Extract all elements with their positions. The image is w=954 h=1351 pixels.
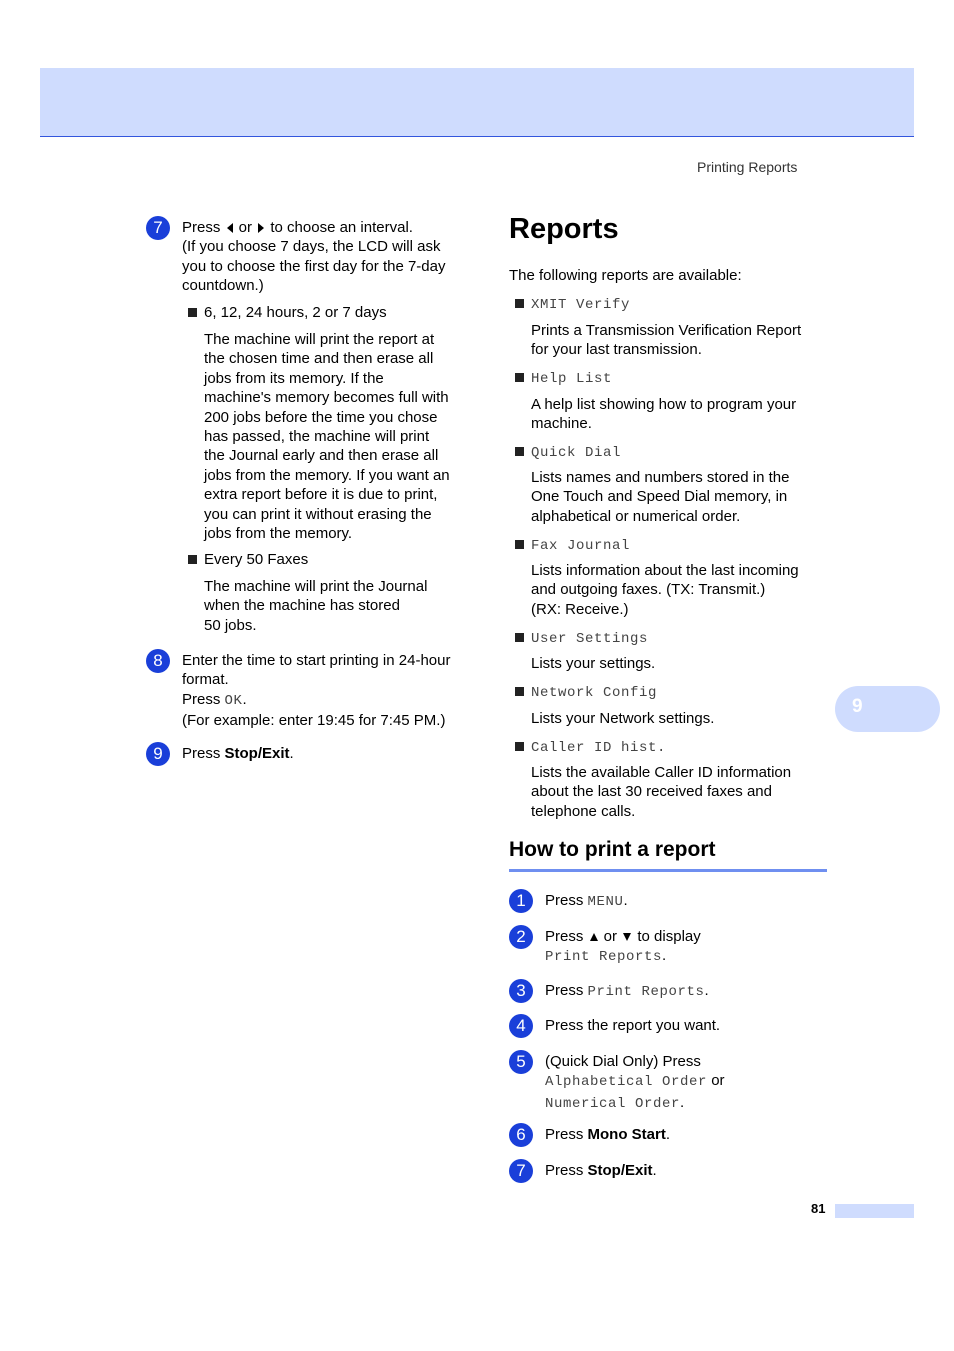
option-every-50-desc [204, 577, 474, 635]
bullet-square-icon [515, 742, 524, 751]
left-arrow-icon [227, 223, 233, 233]
report-name: Caller ID hist. [531, 740, 667, 756]
step-number-4: 4 [509, 1014, 533, 1038]
print-step-4 [516, 1016, 721, 1035]
print-step-2 [516, 927, 701, 968]
report-name: Network Config [531, 685, 658, 701]
press-text: Press [545, 982, 588, 999]
desc-line: The machine will print the Journal [204, 578, 428, 595]
press-text: Press [545, 928, 588, 945]
step-number-5: 5 [509, 1050, 533, 1074]
step-8 [153, 651, 472, 731]
report-item [531, 442, 621, 463]
right-arrow-icon [258, 223, 264, 233]
alphabetical-order-option: Alphabetical Order [545, 1074, 708, 1091]
desc-line: alphabetical or numerical order. [531, 507, 741, 525]
desc-line: Lists the available Caller ID information [531, 764, 792, 781]
period: . [662, 947, 667, 965]
print-step-7 [516, 1161, 657, 1180]
step-9 [153, 744, 472, 763]
report-item [531, 628, 648, 649]
print-reports-label: Print Reports [545, 949, 663, 966]
step7-press: Press [182, 219, 225, 236]
bullet-square-icon [515, 687, 524, 696]
report-item [531, 535, 630, 556]
desc-line: Lists your Network settings. [531, 710, 715, 727]
step7-line3: you to choose the first day for the 7-day [182, 257, 446, 275]
step-number-9: 9 [146, 742, 170, 766]
desc-line: Lists names and numbers stored in the [531, 469, 790, 486]
ok-key: OK [224, 692, 243, 709]
stop-exit-key: Stop/Exit [224, 745, 290, 762]
up-arrow-icon [590, 933, 598, 941]
desc-line: A help list showing how to program your [531, 396, 797, 413]
step-number-2: 2 [509, 925, 533, 949]
desc-line: jobs from its memory. If the [204, 369, 384, 387]
desc-line: for your last transmission. [531, 341, 702, 359]
section-rule [509, 869, 827, 872]
bullet-square-icon [515, 299, 524, 308]
report-desc [531, 468, 789, 526]
desc-line: machine. [531, 415, 592, 433]
section-heading: How to print a report [509, 838, 716, 861]
step-number-6: 6 [509, 1123, 533, 1147]
bullet-square-icon [515, 373, 524, 382]
step8-line1: Enter the time to start printing in 24-hour [182, 652, 451, 669]
numerical-order-option: Numerical Order [545, 1095, 681, 1112]
report-desc [531, 321, 801, 360]
report-name: Fax Journal [531, 538, 631, 554]
desc-line: extra report before it is due to print, [204, 486, 438, 504]
print-step-5 [516, 1052, 725, 1114]
desc-line: machine's memory becomes full with [204, 389, 449, 407]
bullet-square-icon [515, 540, 524, 549]
desc-line: jobs from the memory. If you want an [204, 466, 450, 484]
desc-line: and outgoing faxes. (TX: Transmit.) [531, 581, 766, 599]
period: . [623, 892, 628, 909]
report-desc [531, 709, 714, 728]
step7-line4: countdown.) [182, 277, 264, 295]
period: . [289, 745, 294, 762]
period: . [652, 1162, 657, 1179]
step-number-8: 8 [146, 649, 170, 673]
option-interval-desc [204, 330, 474, 543]
report-name: XMIT Verify [531, 297, 631, 313]
report-desc [531, 561, 799, 619]
step7-line2: (If you choose 7 days, the LCD will ask [182, 238, 441, 256]
step7-rest: to choose an interval. [266, 219, 413, 236]
bullet-square-icon [515, 447, 524, 456]
step9-press: Press [182, 745, 225, 762]
option-every-50-label: Every 50 Faxes [204, 551, 309, 568]
period: . [704, 982, 709, 999]
period: . [665, 1126, 671, 1143]
press-text: Press [545, 1126, 588, 1143]
desc-line: Lists your settings. [531, 655, 656, 672]
desc-line: One Touch and Speed Dial memory, in [531, 488, 788, 506]
report-desc [531, 763, 791, 821]
or-text: or [707, 1072, 725, 1090]
step-number-7: 7 [146, 216, 170, 240]
desc-line: 200 jobs before the time you chose [204, 408, 438, 426]
period: . [680, 1093, 685, 1111]
report-name: User Settings [531, 631, 649, 647]
step-7 [153, 218, 472, 296]
report-name: Quick Dial [531, 445, 622, 461]
page-number: 81 [811, 1201, 826, 1216]
desc-line: has passed, the machine will print [204, 428, 430, 446]
report-desc [531, 654, 655, 673]
intro-text: The following reports are available: [509, 267, 742, 284]
report-name: Help List [531, 371, 613, 387]
option-interval-label: 6, 12, 24 hours, 2 or 7 days [204, 304, 387, 321]
print-step-3 [516, 981, 709, 1002]
step-number-3: 3 [509, 979, 533, 1003]
bullet-square-icon [188, 555, 197, 564]
desc-line: telephone calls. [531, 802, 636, 820]
desc-line: 50 jobs. [204, 616, 257, 634]
step-number-1: 1 [509, 889, 533, 913]
bullet-square-icon [515, 633, 524, 642]
step7-or: or [234, 219, 257, 236]
step-number-7: 7 [509, 1159, 533, 1183]
print-step-1 [516, 891, 628, 912]
chapter-tab-number: 9 [852, 696, 863, 717]
chapter-tab [835, 686, 940, 732]
press-text: Press [545, 892, 588, 909]
step4-text: Press the report you want. [545, 1017, 721, 1034]
option-every-50 [204, 550, 308, 569]
down-arrow-icon [623, 933, 631, 941]
desc-line: Lists information about the last incoming [531, 562, 799, 579]
or-text: or [599, 928, 622, 945]
desc-line: when the machine has stored [204, 597, 400, 615]
running-head: Printing Reports [697, 159, 798, 175]
header-band [40, 68, 914, 137]
desc-line: jobs from the memory. [204, 525, 353, 543]
step8-line2: format. [182, 671, 229, 689]
period: . [242, 690, 247, 708]
desc-line: (RX: Receive.) [531, 600, 629, 618]
menu-key: MENU [587, 894, 624, 910]
step8-press: Press [182, 690, 225, 708]
print-reports-key: Print Reports [587, 984, 705, 1000]
desc-line: the Journal early and then erase all [204, 447, 439, 465]
print-step-6 [516, 1125, 671, 1144]
bullet-square-icon [188, 308, 197, 317]
mono-start-key: Mono Start [587, 1126, 666, 1143]
desc-line: Prints a Transmission Verification Report [531, 322, 802, 339]
step5-line1: (Quick Dial Only) Press [545, 1053, 701, 1070]
desc-line: you can print it without erasing the [204, 505, 432, 523]
report-item [531, 294, 630, 315]
page-title: Reports [509, 213, 619, 245]
step8-line4: (For example: enter 19:45 for 7:45 PM.) [182, 712, 446, 730]
page-number-bar [835, 1204, 914, 1218]
stop-exit-key: Stop/Exit [587, 1162, 653, 1179]
report-desc [531, 395, 796, 434]
report-item [531, 682, 657, 703]
desc-line: the chosen time and then erase all [204, 350, 434, 368]
option-interval [204, 303, 387, 322]
desc-line: The machine will print the report at [204, 331, 435, 348]
press-text: Press [545, 1162, 588, 1179]
rest-text: to display [633, 928, 701, 945]
report-item [531, 368, 612, 389]
report-item [531, 737, 666, 758]
desc-line: about the last 30 received faxes and [531, 783, 772, 801]
